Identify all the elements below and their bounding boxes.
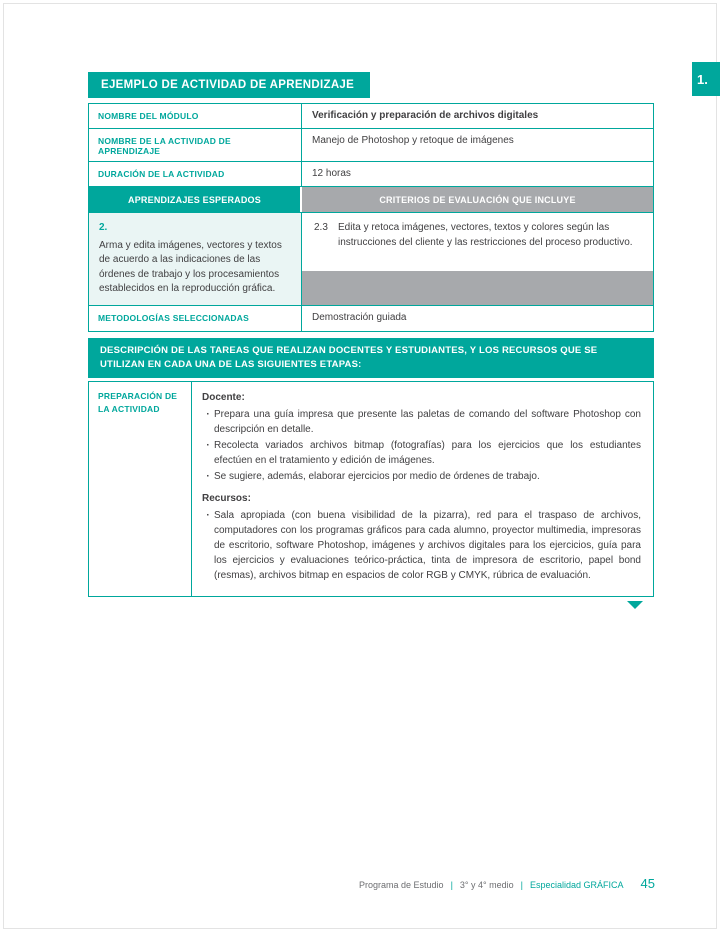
- preparation-content: [192, 382, 653, 596]
- continuation-arrow-icon: [627, 601, 643, 609]
- activity-name-value: Manejo de Photoshop y retoque de imágenes: [312, 135, 514, 146]
- duration-label: DURACIÓN DE LA ACTIVIDAD: [89, 162, 302, 186]
- resources-item-text: Sala apropiada (con buena visibilidad de la pizarra), red para el traspaso de archivos, computadores con los programas gráficos para cada alumno, proyector multimedia, impresoras de escritorio, software Photoshop, imágenes y archivos digitales para los ejercicios, guía para los ejercicios y evaluaciones teórico-práctica, tinta de impresora de escritorio, papel bond (resmas), archivos bitmap en espacios de color RGB y CMYK, rúbrica de evaluación.: [214, 510, 641, 581]
- duration-row: [89, 162, 653, 187]
- module-name-row: [89, 104, 653, 129]
- expected-learning-cell: [89, 213, 302, 305]
- activity-name-label: NOMBRE DE LA ACTIVIDAD DE APRENDIZAJE: [89, 129, 302, 161]
- teacher-item-text: Recolecta variados archivos bitmap (fotografías) para los ejercicios que los estudiantes efectúen en el tratamiento y edición de imágenes.: [214, 440, 641, 466]
- bullet-icon: ·: [206, 510, 210, 521]
- list-item: [202, 407, 641, 437]
- activity-title: EJEMPLO DE ACTIVIDAD DE APRENDIZAJE: [88, 72, 370, 98]
- objective-text: Arma y edita imágenes, vectores y textos de acuerdo a las indicaciones de las órdenes de trabajo y los procesamientos establecidos en la reproducción gráfica.: [99, 239, 282, 294]
- module-name-label: NOMBRE DEL MÓDULO: [89, 104, 302, 128]
- preparation-section: [88, 381, 654, 597]
- evaluation-criteria-cell: [302, 213, 653, 305]
- resources-heading: Recursos:: [202, 493, 251, 504]
- methodology-label: METODOLOGÍAS SELECCIONADAS: [89, 306, 302, 331]
- duration-value: 12 horas: [312, 168, 351, 179]
- expected-learning-header: APRENDIZAJES ESPERADOS: [89, 187, 302, 212]
- page-footer: [359, 876, 655, 891]
- teacher-heading: Docente:: [202, 392, 245, 403]
- objective-number: 2.: [99, 222, 108, 233]
- list-item: [202, 438, 641, 468]
- bullet-icon: ·: [206, 440, 210, 451]
- activity-name-row: [89, 129, 653, 162]
- matrix-content-row: [89, 213, 653, 306]
- footer-specialty: Especialidad GRÁFICA: [529, 880, 624, 890]
- footer-grade: 3° y 4° medio: [459, 880, 514, 890]
- criterion-text: Edita y retoca imágenes, vectores, textos y colores según las instrucciones del cliente y las restricciones del proceso productivo.: [338, 222, 633, 248]
- criterion-number: 2.3: [314, 222, 328, 233]
- chapter-number-badge: 1.: [692, 62, 720, 96]
- evaluation-criteria-header: CRITERIOS DE EVALUACIÓN QUE INCLUYE: [302, 187, 653, 212]
- empty-criterion-filler: [302, 271, 653, 305]
- list-item: [202, 508, 641, 583]
- teacher-item-text: Se sugiere, además, elaborar ejercicios por medio de órdenes de trabajo.: [214, 471, 540, 482]
- tasks-description-banner: DESCRIPCIÓN DE LAS TAREAS QUE REALIZAN DOCENTES Y ESTUDIANTES, Y LOS RECURSOS QUE SE UTILIZAN EN CADA UNA DE LAS SIGUIENTES ETAPAS:: [88, 338, 654, 379]
- bullet-icon: ·: [206, 471, 210, 482]
- footer-separator: |: [520, 880, 523, 890]
- methodology-row: [89, 306, 653, 331]
- page-number: 45: [640, 876, 655, 891]
- activity-info-table: [88, 103, 654, 332]
- teacher-item-text: Prepara una guía impresa que presente las paletas de comando del software Photoshop con descripción en detalle.: [214, 409, 641, 435]
- preparation-label: PREPARACIÓN DE LA ACTIVIDAD: [89, 382, 192, 596]
- list-item: [202, 469, 641, 484]
- module-name-value: Verificación y preparación de archivos digitales: [312, 110, 539, 121]
- matrix-header-row: [89, 187, 653, 213]
- bullet-icon: ·: [206, 409, 210, 420]
- footer-program: Programa de Estudio: [359, 880, 444, 890]
- methodology-value: Demostración guiada: [312, 311, 407, 323]
- footer-separator: |: [450, 880, 453, 890]
- activity-table: [88, 72, 654, 609]
